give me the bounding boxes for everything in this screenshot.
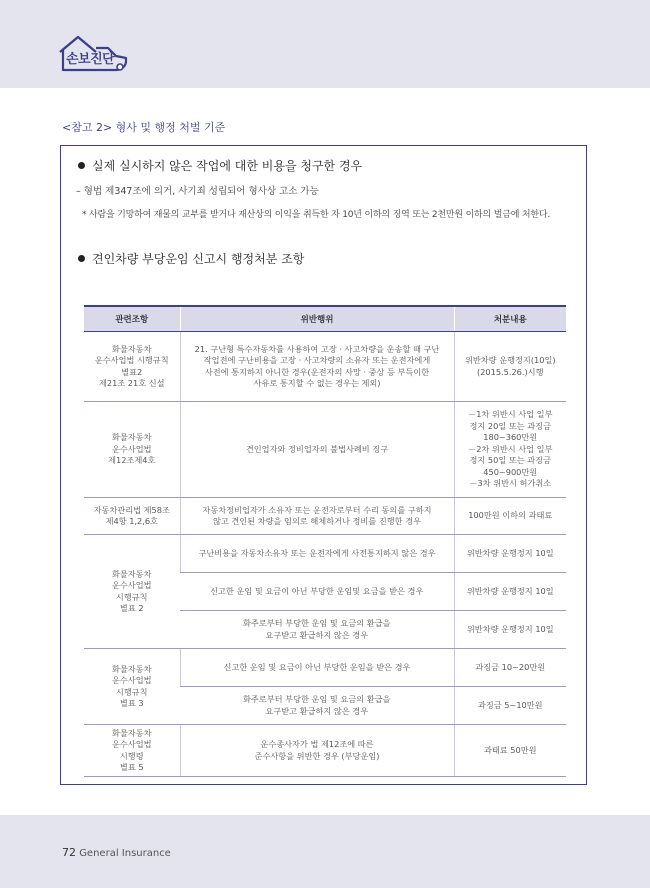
table-row [84, 535, 566, 573]
bullet-heading-2 [78, 250, 304, 267]
violation-cell: 구난비용을 자동차소유자 또는 운전자에게 사전통지하지 않은 경우 [180, 535, 454, 573]
violation-cell: 운수종사자가 법 제12조에 따른 준수사항을 위반한 경우 (부당운임) [180, 725, 454, 777]
penalty-cell: 위반차량 운행정지 10일 [454, 535, 566, 573]
violation-cell: 화주로부터 부당한 운임 및 요금의 환급을 요구받고 환급하지 않은 경우 [180, 687, 454, 725]
violation-cell: 화주로부터 부당한 운임 및 요금의 환급을 요구받고 환급하지 않은 경우 [180, 611, 454, 649]
violation-cell: 신고한 운임 및 요금이 아닌 부당한 운임및 요금을 받은 경우 [180, 573, 454, 611]
provision-cell: 화물자동차 운수사업법 시행규칙 별표 3 [84, 649, 180, 725]
violation-cell: 21. 구난형 특수자동차를 사용하여 고장 · 사고차량을 운송할 때 구난 작업전에 구난비용을 고장 · 사고차량의 소유자 또는 운전자에게 사전에 통지하지 아니한 경우(운전자의 사망 · 중상 등 부득이한 사유로 통지할 수 없는 경우는 제외) [180, 332, 454, 402]
penalty-cell: 위반차량 운행정지(10일) (2015.5.26.)시행 [454, 332, 566, 402]
footer-label: General Insurance [79, 848, 171, 859]
page-footer [62, 846, 171, 859]
violation-cell: 신고한 운임 및 요금이 아닌 부당한 운임을 받은 경우 [180, 649, 454, 687]
legal-basis-line: – 형법 제347조에 의거, 사기죄 성립되어 형사상 고소 가능 [76, 186, 319, 197]
penalty-cell: 과징금 10~20만원 [454, 649, 566, 687]
penalty-cell: 100만원 이하의 과태료 [454, 498, 566, 535]
table-row [84, 725, 566, 777]
page-number: 72 [62, 846, 76, 859]
section-heading: <참고 2> 형사 및 행정 처벌 기준 [62, 121, 226, 134]
table-row [84, 332, 566, 402]
penalty-cell: －1차 위반시 사업 일부 정지 20일 또는 과징금 180~360만원 －2차 위반시 사업 일부 정지 50일 또는 과징금 450~900만원 －3차 위반시 허가취소 [454, 402, 566, 498]
legal-note: * 사람을 기망하여 재물의 교부를 받거나 재산상의 이익을 취득한 자 10년 이하의 징역 또는 2천만원 이하의 벌금에 처한다. [82, 210, 550, 220]
brand-logo [58, 34, 134, 74]
bullet-heading-1 [78, 157, 362, 174]
provision-cell: 화물자동차 운수사업법 제12조제4호 [84, 402, 180, 498]
violation-cell: 자동차정비업자가 소유자 또는 운전자로부터 수리 동의를 구하지 않고 견인된 차량을 임의로 해체하거나 정비를 진행한 경우 [180, 498, 454, 535]
table-header-row [84, 306, 566, 332]
penalty-cell: 과징금 5~10만원 [454, 687, 566, 725]
table-row [84, 402, 566, 498]
provision-cell: 화물자동차 운수사업법 시행령 별표 5 [84, 725, 180, 777]
violation-cell: 견인업자와 정비업자의 불법사례비 징구 [180, 402, 454, 498]
table-row [84, 498, 566, 535]
column-header: 처분내용 [454, 306, 566, 332]
table-row [84, 649, 566, 687]
bullet-icon [78, 162, 85, 169]
provision-cell: 화물자동차 운수사업법 시행규칙 별표2 제21조 21호 신설 [84, 332, 180, 402]
penalty-table [84, 305, 566, 777]
column-header: 위반행위 [180, 306, 454, 332]
provision-cell: 자동차관리법 제58조 제4항 1,2,6호 [84, 498, 180, 535]
bullet-heading-1-text: 실제 실시하지 않은 작업에 대한 비용을 청구한 경우 [92, 159, 363, 173]
bullet-heading-2-text: 견인차량 부당운임 신고시 행정처분 조항 [92, 252, 305, 266]
logo-text: 손보진단 [66, 52, 115, 67]
provision-cell: 화물자동차 운수사업법 시행규칙 별표 2 [84, 535, 180, 649]
column-header: 관련조항 [84, 306, 180, 332]
bullet-icon [78, 255, 85, 262]
penalty-cell: 위반차량 운행정지 10일 [454, 573, 566, 611]
penalty-cell: 위반차량 운행정지 10일 [454, 611, 566, 649]
penalty-cell: 과태료 50만원 [454, 725, 566, 777]
